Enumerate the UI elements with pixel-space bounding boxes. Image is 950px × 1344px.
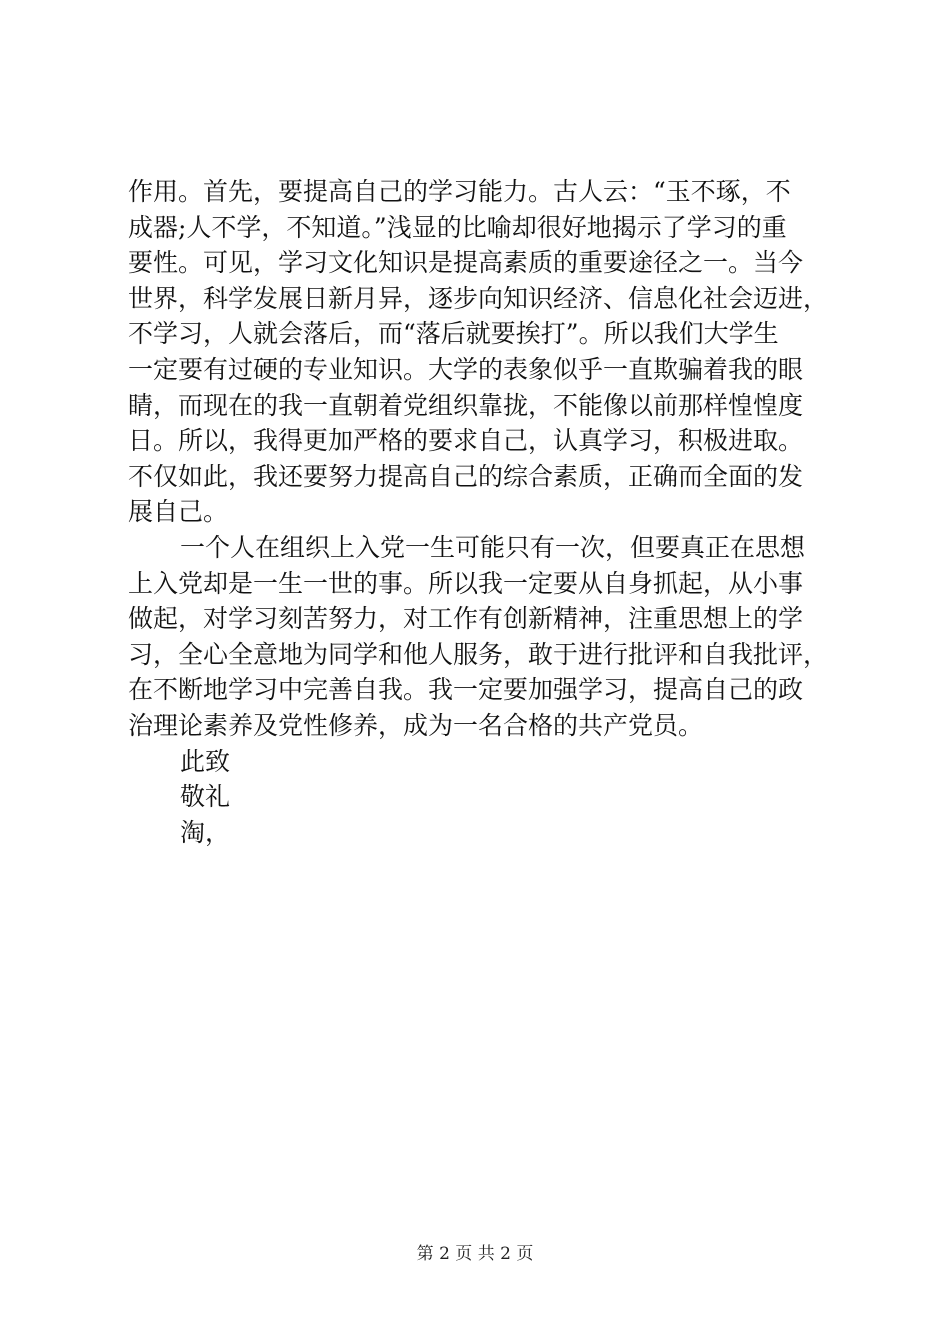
paragraph-start-line: 一个人在组织上入党一生可能只有一次，但要真正在思想 <box>180 532 806 562</box>
text-line: 日。所以，我得更加严格的要求自己，认真学习，积极进取。 <box>128 426 804 456</box>
signature-line: 淘， <box>180 817 231 847</box>
text-line: 睛，而现在的我一直朝着党组织靠拢，不能像以前那样惶惶度 <box>128 390 804 420</box>
text-line: 不学习，人就会落后，而“落后就要挨打”。所以我们大学生 <box>128 319 779 349</box>
closing-salutation: 此致 <box>180 746 231 776</box>
text-line: 世界，科学发展日新月异，逐步向知识经济、信息化社会迈进， <box>128 283 829 313</box>
text-line: 上入党却是一生一世的事。所以我一定要从自身抓起，从小事 <box>128 568 804 598</box>
text-line: 要性。可见，学习文化知识是提高素质的重要途径之一。当今 <box>128 248 804 278</box>
page-footer: 第 2 页 共 2 页 <box>416 1244 534 1264</box>
document-body <box>128 174 828 850</box>
text-line: 在不断地学习中完善自我。我一定要加强学习，提高自己的政 <box>128 675 804 705</box>
text-line: 不仅如此，我还要努力提高自己的综合素质，正确而全面的发 <box>128 461 804 491</box>
text-line: 做起，对学习刻苦努力，对工作有创新精神，注重思想上的学 <box>128 604 804 634</box>
closing-regards: 敬礼 <box>180 782 231 812</box>
text-line: 一定要有过硬的专业知识。大学的表象似乎一直欺骗着我的眼 <box>128 354 804 384</box>
text-line: 治理论素养及党性修养，成为一名合格的共产党员。 <box>128 710 704 740</box>
text-line: 展自己。 <box>128 497 229 527</box>
text-line: 作用。首先，要提高自己的学习能力。古人云：“玉不琢，不 <box>128 177 791 206</box>
text-line: 习，全心全意地为同学和他人服务，敢于进行批评和自我批评， <box>128 639 829 669</box>
text-line: 成器;人不学，不知道。”浅显的比喻却很好地揭示了学习的重 <box>128 212 787 242</box>
